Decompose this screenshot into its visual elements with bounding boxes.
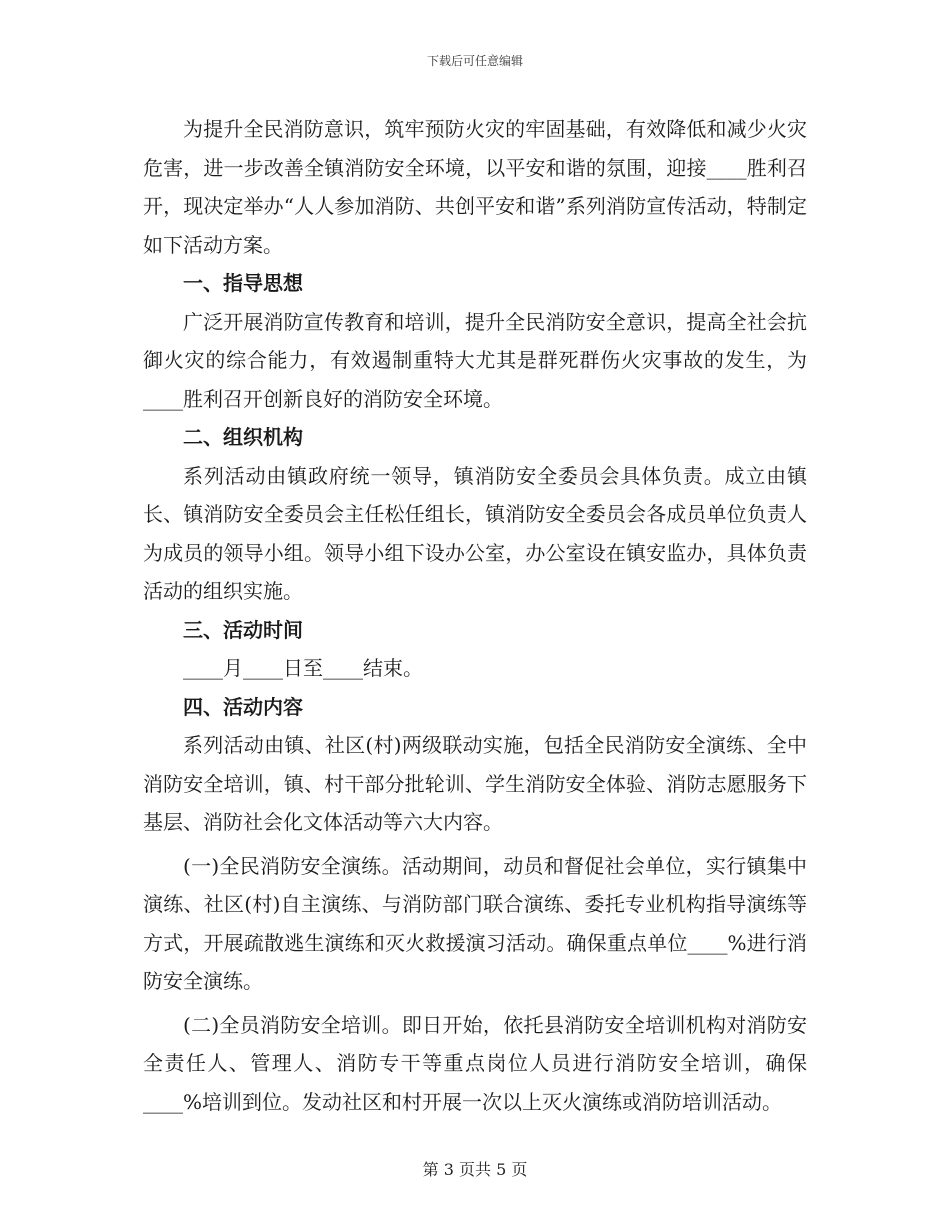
activity-content-paragraph: 系列活动由镇、社区(村)两级联动实施，包括全民消防安全演练、全中消防安全培训，镇、村干部分批轮训、学生消防安全体验、消防志愿服务下基层、消防社会化文体活动等六大内容。 (143, 733, 807, 834)
intro-paragraph: 为提升全民消防意识，筑牢预防火灾的牢固基础，有效降低和减少火灾危害，进一步改善全镇消防安全环境，以平安和谐的氛围，迎接____胜利召开，现决定举办“人人参加消防、共创平安和谐”系列消防宣传活动，特制定如下活动方案。 (143, 117, 807, 257)
section-heading-activity-content: 四、活动内容 (183, 694, 303, 719)
section-heading-activity-time: 三、活动时间 (183, 617, 303, 642)
section-heading-guiding-ideology: 一、指导思想 (183, 271, 303, 295)
page-number: 第 3 页共 5 页 (422, 1160, 528, 1179)
page-header: 下载后可任意编辑 (426, 54, 523, 68)
training-paragraph: (二)全员消防安全培训。即日开始，依托县消防安全培训机构对消防安全责任人、管理人、消防专干等重点岗位人员进行消防安全培训，确保____%培训到位。发动社区和村开展一次以上灭火演练或消防培训活动。 (143, 1012, 807, 1114)
activity-time-paragraph: ____月____日至____结束。 (183, 656, 423, 680)
section-heading-organization: 二、组织机构 (183, 425, 303, 449)
document-body (143, 110, 807, 1121)
organization-paragraph: 系列活动由镇政府统一领导，镇消防安全委员会具体负责。成立由镇长、镇消防安全委员会主任松任组长，镇消防安全委员会各成员单位负责人为成员的领导小组。领导小组下设办公室，办公室设在镇安监办，具体负责活动的组织实施。 (143, 463, 807, 603)
guiding-ideology-paragraph: 广泛开展消防宣传教育和培训，提升全民消防安全意识，提高全社会抗御火灾的综合能力，有效遏制重特大尤其是群死群伤火灾事故的发生，为____胜利召开创新良好的消防安全环境。 (143, 309, 807, 411)
drill-paragraph: (一)全民消防安全演练。活动期间，动员和督促社会单位，实行镇集中演练、社区(村)自主演练、与消防部门联合演练、委托专业机构指导演练等方式，开展疏散逃生演练和灭火救援演习活动。确保重点单位____%进行消防安全演练。 (143, 853, 807, 993)
